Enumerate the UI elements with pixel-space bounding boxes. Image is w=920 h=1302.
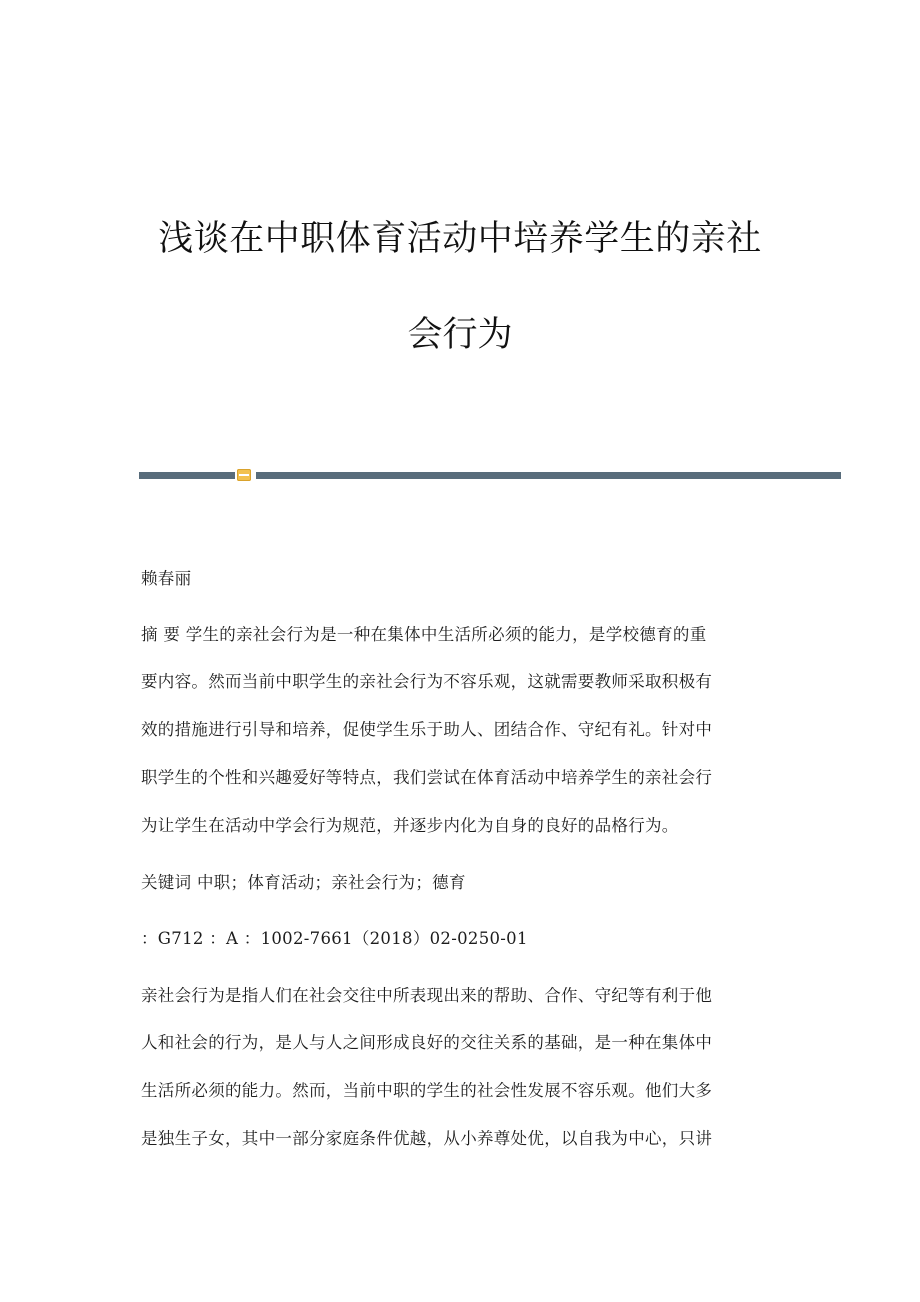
author-name: 赖春丽 bbox=[141, 569, 192, 588]
divider-bar-right bbox=[256, 472, 841, 479]
abstract-line: 职学生的个性和兴趣爱好等特点，我们尝试在体育活动中培养学生的亲社会行 bbox=[141, 768, 713, 787]
body-line: 是独生子女，其中一部分家庭条件优越，从小养尊处优，以自我为中心，只讲 bbox=[141, 1129, 713, 1148]
body-line: 生活所必须的能力。然而，当前中职的学生的社会性发展不容乐观。他们大多 bbox=[141, 1081, 713, 1100]
abstract-line: 效的措施进行引导和培养，促使学生乐于助人、团结合作、守纪有礼。针对中 bbox=[141, 720, 713, 739]
title-divider bbox=[139, 469, 841, 481]
abstract-line: 要内容。然而当前中职学生的亲社会行为不容乐观，这就需要教师采取积极有 bbox=[141, 672, 713, 691]
envelope-icon bbox=[237, 469, 251, 481]
abstract-line: 为让学生在活动中学会行为规范，并逐步内化为自身的良好的品格行为。 bbox=[141, 816, 679, 835]
classification-info: ：G712 ：A ：1002-7661（2018）02-0250-01 bbox=[141, 929, 528, 948]
divider-bar-left bbox=[139, 472, 235, 479]
keywords: 关键词 中职；体育活动；亲社会行为；德育 bbox=[141, 873, 466, 892]
body-line: 亲社会行为是指人们在社会交往中所表现出来的帮助、合作、守纪等有利于他 bbox=[141, 986, 713, 1005]
abstract-line: 摘 要 学生的亲社会行为是一种在集体中生活所必须的能力，是学校德育的重 bbox=[141, 625, 707, 644]
title-line-2: 会行为 bbox=[407, 315, 513, 355]
title-line-1: 浅谈在中职体育活动中培养学生的亲社 bbox=[158, 219, 762, 259]
body-line: 人和社会的行为，是人与人之间形成良好的交往关系的基础，是一种在集体中 bbox=[141, 1033, 713, 1052]
